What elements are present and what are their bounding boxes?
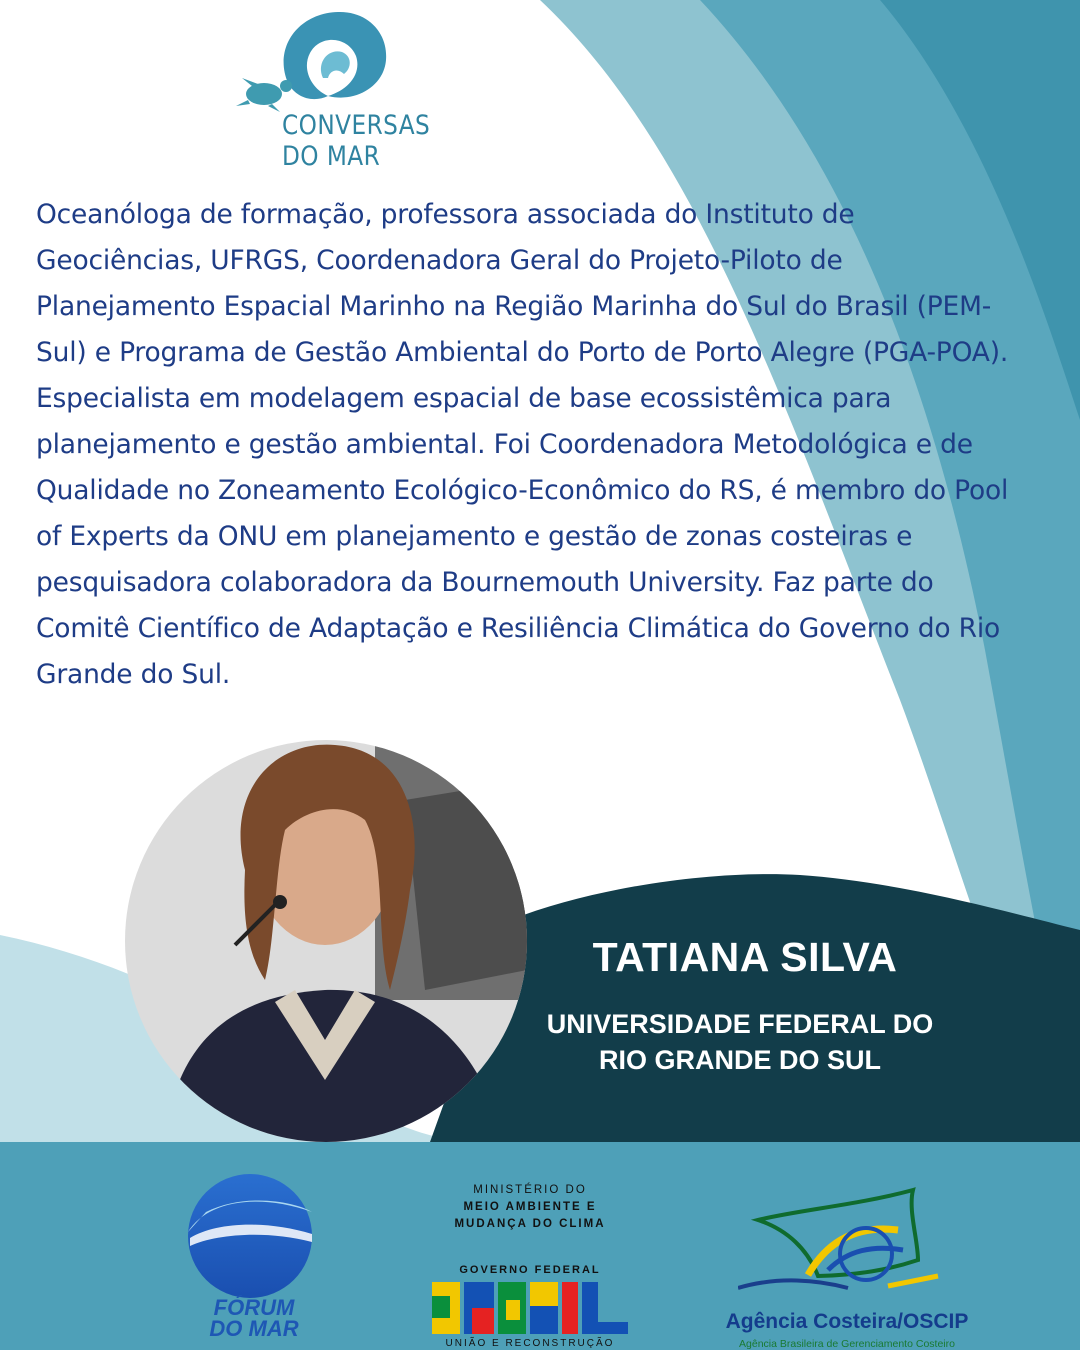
forum-do-mar-wordmark — [206, 1297, 302, 1339]
forum-line-1: FÓRUM — [213, 1295, 295, 1320]
uniao-reconstrucao-label: UNIÃO E RECONSTRUÇÃO — [445, 1338, 615, 1349]
speaker-institution — [530, 1006, 950, 1078]
wave-icon — [284, 12, 387, 99]
ministry-line-1: MINISTÉRIO DO — [473, 1184, 587, 1196]
footer-logos — [0, 1142, 1080, 1350]
institution-line-1: UNIVERSIDADE FEDERAL DO — [546, 1009, 934, 1039]
speaker-bio: Oceanóloga de formação, professora associada do Instituto de Geociências, UFRGS, Coordenadora Geral do Projeto-Piloto de Planejamento Espacial Marinho na Região Marinha do Sul do Brasil (PEM-Sul) e Programa de Gestão Ambiental do Porto de Porto Alegre (PGA-POA). Especialista em modelagem espacial de base ecossistêmica para planejamento e gestão ambiental. Foi Coordenadora Metodológica e de Qualidade no Zoneamento Ecológico-Econômico do RS, é membro do Pool of Experts da ONU em planejamento e gestão de zonas costeiras e pesquisadora colaboradora da Bournemouth University. Faz parte do Comitê Científico de Adaptação e Resiliência Climática do Governo do Rio Grande do Sul. — [36, 199, 1009, 690]
ministry-label — [430, 1182, 630, 1233]
agencia-costeira-name: Agência Costeira/OSCIP — [725, 1310, 969, 1333]
speaker-photo — [125, 740, 527, 1142]
ministry-line-2: MEIO AMBIENTE E — [463, 1201, 597, 1213]
speaker-name: TATIANA SILVA — [592, 934, 898, 980]
logo-line-1: CONVERSAS — [282, 110, 431, 141]
logo-line-2: DO MAR — [282, 141, 381, 172]
turtle-icon — [236, 78, 292, 112]
agencia-costeira-logo — [738, 1180, 942, 1300]
ministry-line-3: MUDANÇA DO CLIMA — [454, 1218, 606, 1230]
governo-federal-label: GOVERNO FEDERAL — [459, 1264, 601, 1276]
conversas-do-mar-wordmark — [282, 110, 430, 172]
agencia-costeira-subtitle: Agência Brasileira de Gerenciamento Costeiro — [739, 1338, 955, 1350]
brasil-logo — [432, 1282, 628, 1334]
forum-line-2: DO MAR — [209, 1316, 299, 1341]
institution-line-2: RIO GRANDE DO SUL — [598, 1045, 881, 1075]
